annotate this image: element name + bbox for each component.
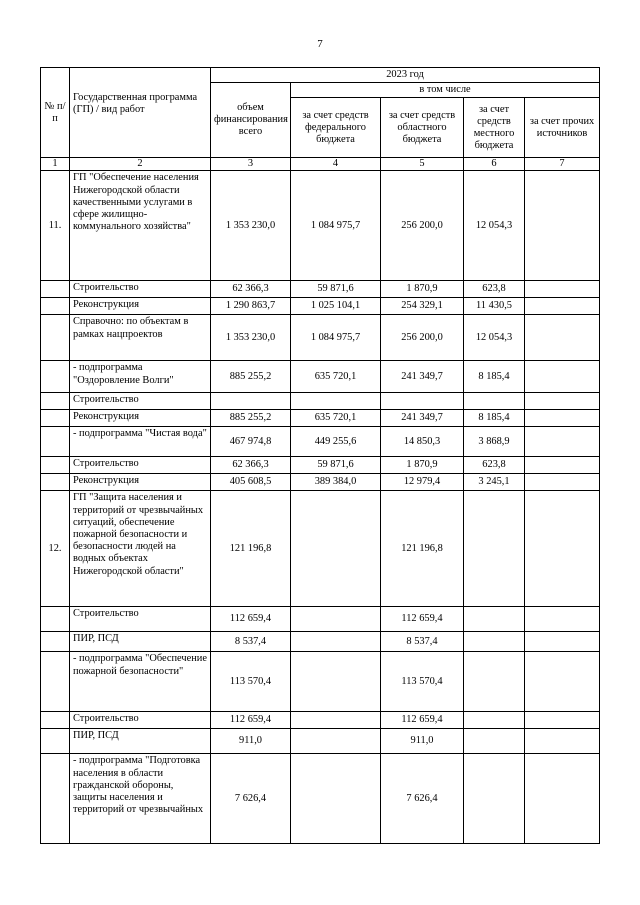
regional-amount: 8 537,4 xyxy=(381,632,464,652)
page-number: 7 xyxy=(317,38,323,50)
table-row xyxy=(41,754,600,844)
total-amount: 112 659,4 xyxy=(211,712,291,729)
federal-amount: 59 871,6 xyxy=(291,457,381,474)
local-amount: 12 054,3 xyxy=(464,315,525,361)
budget-table xyxy=(40,67,600,844)
total-amount: 8 537,4 xyxy=(211,632,291,652)
table-row xyxy=(41,410,600,427)
table-row xyxy=(41,474,600,491)
row-number xyxy=(41,361,70,393)
other-amount xyxy=(525,607,600,632)
other-amount xyxy=(525,652,600,712)
federal-amount: 1 084 975,7 xyxy=(291,171,381,281)
other-amount xyxy=(525,361,600,393)
federal-amount: 635 720,1 xyxy=(291,410,381,427)
regional-amount: 1 870,9 xyxy=(381,457,464,474)
work-name: - подпрограмма "Обеспечение пожарной безопасности" xyxy=(70,652,211,712)
row-number xyxy=(41,427,70,457)
row-number xyxy=(41,457,70,474)
local-amount xyxy=(464,393,525,410)
work-name: Строительство xyxy=(70,457,211,474)
work-name: - подпрограмма "Оздоровление Волги" xyxy=(70,361,211,393)
header-including: в том числе xyxy=(291,83,600,98)
regional-amount: 112 659,4 xyxy=(381,607,464,632)
regional-amount: 14 850,3 xyxy=(381,427,464,457)
table-row xyxy=(41,729,600,754)
federal-amount xyxy=(291,632,381,652)
total-amount: 885 255,2 xyxy=(211,361,291,393)
row-number xyxy=(41,632,70,652)
work-name: Строительство xyxy=(70,393,211,410)
total-amount: 62 366,3 xyxy=(211,281,291,298)
other-amount xyxy=(525,474,600,491)
federal-amount xyxy=(291,491,381,607)
regional-amount: 1 870,9 xyxy=(381,281,464,298)
work-name: ГП "Защита населения и территорий от чрезвычайных ситуаций, обеспечение пожарной безопасности и безопасности людей на водных объектах Нижегородской области" xyxy=(70,491,211,607)
federal-amount xyxy=(291,754,381,844)
other-amount xyxy=(525,171,600,281)
row-number: 11. xyxy=(41,171,70,281)
table-row xyxy=(41,632,600,652)
regional-amount: 7 626,4 xyxy=(381,754,464,844)
total-amount: 405 608,5 xyxy=(211,474,291,491)
regional-amount: 241 349,7 xyxy=(381,361,464,393)
local-amount: 11 430,5 xyxy=(464,298,525,315)
total-amount: 112 659,4 xyxy=(211,607,291,632)
column-number: 4 xyxy=(291,158,381,171)
table-row xyxy=(41,361,600,393)
local-amount: 3 245,1 xyxy=(464,474,525,491)
local-amount: 8 185,4 xyxy=(464,361,525,393)
column-number: 7 xyxy=(525,158,600,171)
row-number xyxy=(41,298,70,315)
federal-amount: 1 084 975,7 xyxy=(291,315,381,361)
total-amount xyxy=(211,393,291,410)
column-numbers-row xyxy=(41,158,600,171)
header-program: Государственная программа (ГП) / вид работ xyxy=(70,68,211,158)
table-row xyxy=(41,712,600,729)
work-name: Реконструкция xyxy=(70,410,211,427)
regional-amount: 256 200,0 xyxy=(381,171,464,281)
local-amount xyxy=(464,652,525,712)
table-row xyxy=(41,298,600,315)
column-number: 1 xyxy=(41,158,70,171)
federal-amount: 449 255,6 xyxy=(291,427,381,457)
local-amount xyxy=(464,712,525,729)
other-amount xyxy=(525,712,600,729)
header-regional: за счет средств областного бюджета xyxy=(381,98,464,158)
column-number: 3 xyxy=(211,158,291,171)
work-name: ПИР, ПСД xyxy=(70,632,211,652)
regional-amount: 113 570,4 xyxy=(381,652,464,712)
table-row xyxy=(41,457,600,474)
header-total: объем финансирования всего xyxy=(211,83,291,158)
local-amount xyxy=(464,754,525,844)
regional-amount: 12 979,4 xyxy=(381,474,464,491)
regional-amount: 254 329,1 xyxy=(381,298,464,315)
table-row xyxy=(41,491,600,607)
row-number xyxy=(41,410,70,427)
row-number xyxy=(41,652,70,712)
other-amount xyxy=(525,457,600,474)
local-amount xyxy=(464,632,525,652)
federal-amount: 389 384,0 xyxy=(291,474,381,491)
total-amount: 1 290 863,7 xyxy=(211,298,291,315)
local-amount: 8 185,4 xyxy=(464,410,525,427)
header-num: № п/п xyxy=(41,68,70,158)
federal-amount xyxy=(291,712,381,729)
header-year: 2023 год xyxy=(211,68,600,83)
federal-amount: 59 871,6 xyxy=(291,281,381,298)
row-number xyxy=(41,712,70,729)
work-name: ПИР, ПСД xyxy=(70,729,211,754)
total-amount: 1 353 230,0 xyxy=(211,171,291,281)
table-row xyxy=(41,171,600,281)
work-name: Реконструкция xyxy=(70,474,211,491)
work-name: Строительство xyxy=(70,712,211,729)
header-other: за счет прочих источников xyxy=(525,98,600,158)
total-amount: 121 196,8 xyxy=(211,491,291,607)
regional-amount: 256 200,0 xyxy=(381,315,464,361)
other-amount xyxy=(525,298,600,315)
table-row xyxy=(41,281,600,298)
work-name: ГП "Обеспечение населения Нижегородской области качественными услугами в сфере жилищно-коммунального хозяйства" xyxy=(70,171,211,281)
other-amount xyxy=(525,410,600,427)
row-number: 12. xyxy=(41,491,70,607)
row-number xyxy=(41,281,70,298)
row-number xyxy=(41,315,70,361)
other-amount xyxy=(525,754,600,844)
federal-amount xyxy=(291,607,381,632)
federal-amount: 1 025 104,1 xyxy=(291,298,381,315)
other-amount xyxy=(525,281,600,298)
table-row xyxy=(41,393,600,410)
work-name: - подпрограмма "Подготовка населения в области гражданской обороны, защиты населения и территорий от чрезвычайных xyxy=(70,754,211,844)
column-number: 6 xyxy=(464,158,525,171)
local-amount: 623,8 xyxy=(464,457,525,474)
other-amount xyxy=(525,632,600,652)
total-amount: 885 255,2 xyxy=(211,410,291,427)
other-amount xyxy=(525,315,600,361)
table-row xyxy=(41,652,600,712)
table-row xyxy=(41,427,600,457)
other-amount xyxy=(525,729,600,754)
table-row xyxy=(41,607,600,632)
total-amount: 7 626,4 xyxy=(211,754,291,844)
other-amount xyxy=(525,427,600,457)
total-amount: 911,0 xyxy=(211,729,291,754)
row-number xyxy=(41,474,70,491)
row-number xyxy=(41,607,70,632)
work-name: Реконструкция xyxy=(70,298,211,315)
other-amount xyxy=(525,491,600,607)
column-number: 2 xyxy=(70,158,211,171)
federal-amount xyxy=(291,729,381,754)
row-number xyxy=(41,729,70,754)
other-amount xyxy=(525,393,600,410)
total-amount: 467 974,8 xyxy=(211,427,291,457)
work-name: Справочно: по объектам в рамках нацпроектов xyxy=(70,315,211,361)
column-number: 5 xyxy=(381,158,464,171)
local-amount xyxy=(464,607,525,632)
total-amount: 62 366,3 xyxy=(211,457,291,474)
regional-amount: 911,0 xyxy=(381,729,464,754)
regional-amount: 121 196,8 xyxy=(381,491,464,607)
regional-amount: 241 349,7 xyxy=(381,410,464,427)
local-amount xyxy=(464,491,525,607)
local-amount: 623,8 xyxy=(464,281,525,298)
local-amount: 3 868,9 xyxy=(464,427,525,457)
local-amount xyxy=(464,729,525,754)
header-local: за счет средств местного бюджета xyxy=(464,98,525,158)
regional-amount xyxy=(381,393,464,410)
work-name: Строительство xyxy=(70,281,211,298)
total-amount: 113 570,4 xyxy=(211,652,291,712)
table-row xyxy=(41,315,600,361)
federal-amount xyxy=(291,393,381,410)
federal-amount: 635 720,1 xyxy=(291,361,381,393)
work-name: Строительство xyxy=(70,607,211,632)
local-amount: 12 054,3 xyxy=(464,171,525,281)
regional-amount: 112 659,4 xyxy=(381,712,464,729)
federal-amount xyxy=(291,652,381,712)
total-amount: 1 353 230,0 xyxy=(211,315,291,361)
row-number xyxy=(41,393,70,410)
header-federal: за счет средств федерального бюджета xyxy=(291,98,381,158)
work-name: - подпрограмма "Чистая вода" xyxy=(70,427,211,457)
row-number xyxy=(41,754,70,844)
